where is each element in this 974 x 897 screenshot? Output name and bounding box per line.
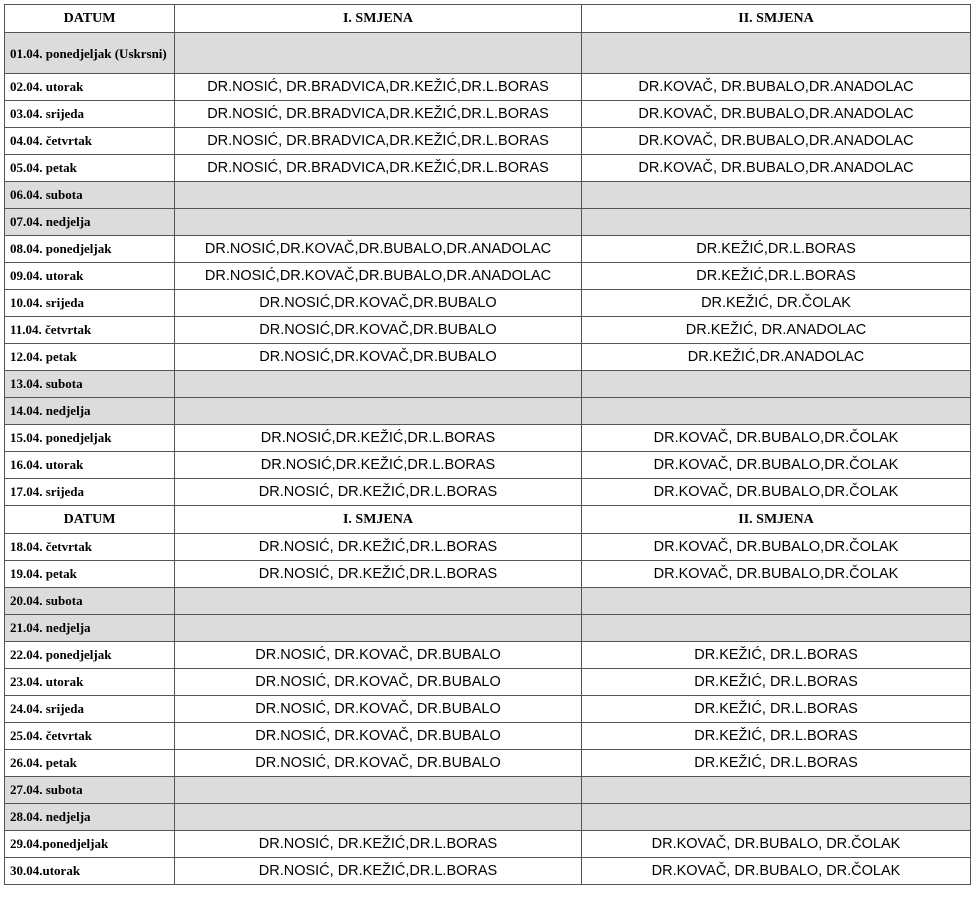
- header-shift-1: I. SMJENA: [175, 5, 582, 33]
- schedule-row-holiday: [5, 182, 971, 209]
- shift-2-cell: [582, 33, 971, 74]
- schedule-row: [5, 534, 971, 561]
- date-cell: 24.04. srijeda: [5, 696, 175, 723]
- shift-2-cell: DR.KOVAČ, DR.BUBALO,DR.ČOLAK: [582, 561, 971, 588]
- shift-1-cell: DR.NOSIĆ,DR.KEŽIĆ,DR.L.BORAS: [175, 452, 582, 479]
- shift-2-cell: DR.KOVAČ, DR.BUBALO,DR.ANADOLAC: [582, 128, 971, 155]
- shift-1-cell: DR.NOSIĆ,DR.KOVAČ,DR.BUBALO: [175, 290, 582, 317]
- schedule-row: [5, 858, 971, 885]
- schedule-row: [5, 669, 971, 696]
- shift-2-cell: DR.KOVAČ, DR.BUBALO,DR.ANADOLAC: [582, 155, 971, 182]
- schedule-row-holiday: [5, 33, 971, 74]
- date-cell: 07.04. nedjelja: [5, 209, 175, 236]
- date-cell: 27.04. subota: [5, 777, 175, 804]
- shift-2-cell: DR.KEŽIĆ, DR.L.BORAS: [582, 723, 971, 750]
- shift-2-cell: [582, 371, 971, 398]
- schedule-row: [5, 723, 971, 750]
- date-cell: 01.04. ponedjeljak (Uskrsni): [5, 33, 175, 74]
- shift-2-cell: DR.KEŽIĆ, DR.L.BORAS: [582, 642, 971, 669]
- schedule-row-holiday: [5, 588, 971, 615]
- shift-schedule-table: [4, 4, 971, 885]
- shift-1-cell: [175, 209, 582, 236]
- date-cell: 13.04. subota: [5, 371, 175, 398]
- shift-2-cell: DR.KOVAČ, DR.BUBALO,DR.ANADOLAC: [582, 101, 971, 128]
- shift-1-cell: DR.NOSIĆ, DR.KOVAČ, DR.BUBALO: [175, 696, 582, 723]
- shift-1-cell: DR.NOSIĆ,DR.KOVAČ,DR.BUBALO: [175, 344, 582, 371]
- date-cell: 26.04. petak: [5, 750, 175, 777]
- schedule-row: [5, 642, 971, 669]
- schedule-row-holiday: [5, 804, 971, 831]
- shift-2-cell: [582, 209, 971, 236]
- shift-2-cell: DR.KEŽIĆ, DR.L.BORAS: [582, 669, 971, 696]
- date-cell: 04.04. četvrtak: [5, 128, 175, 155]
- schedule-row: [5, 425, 971, 452]
- shift-1-cell: DR.NOSIĆ, DR.KOVAČ, DR.BUBALO: [175, 669, 582, 696]
- shift-2-cell: DR.KOVAČ, DR.BUBALO, DR.ČOLAK: [582, 858, 971, 885]
- shift-1-cell: [175, 588, 582, 615]
- date-cell: 21.04. nedjelja: [5, 615, 175, 642]
- date-cell: 23.04. utorak: [5, 669, 175, 696]
- schedule-row: [5, 831, 971, 858]
- shift-1-cell: DR.NOSIĆ,DR.KOVAČ,DR.BUBALO,DR.ANADOLAC: [175, 263, 582, 290]
- shift-1-cell: DR.NOSIĆ, DR.KOVAČ, DR.BUBALO: [175, 642, 582, 669]
- shift-2-cell: DR.KEŽIĆ, DR.ČOLAK: [582, 290, 971, 317]
- date-cell: 18.04. četvrtak: [5, 534, 175, 561]
- shift-1-cell: DR.NOSIĆ, DR.KEŽIĆ,DR.L.BORAS: [175, 858, 582, 885]
- shift-1-cell: DR.NOSIĆ, DR.BRADVICA,DR.KEŽIĆ,DR.L.BORAS: [175, 155, 582, 182]
- date-cell: 05.04. petak: [5, 155, 175, 182]
- shift-1-cell: DR.NOSIĆ, DR.KEŽIĆ,DR.L.BORAS: [175, 534, 582, 561]
- shift-2-cell: DR.KOVAČ, DR.BUBALO,DR.ČOLAK: [582, 452, 971, 479]
- shift-2-cell: DR.KEŽIĆ, DR.ANADOLAC: [582, 317, 971, 344]
- date-cell: 22.04. ponedjeljak: [5, 642, 175, 669]
- date-cell: 12.04. petak: [5, 344, 175, 371]
- schedule-body: [5, 5, 971, 885]
- shift-2-cell: [582, 615, 971, 642]
- header-date: DATUM: [5, 5, 175, 33]
- schedule-row: [5, 696, 971, 723]
- shift-2-cell: [582, 804, 971, 831]
- header-row: [5, 506, 971, 534]
- shift-1-cell: [175, 777, 582, 804]
- date-cell: 09.04. utorak: [5, 263, 175, 290]
- date-cell: 25.04. četvrtak: [5, 723, 175, 750]
- schedule-row: [5, 561, 971, 588]
- shift-1-cell: DR.NOSIĆ, DR.KOVAČ, DR.BUBALO: [175, 723, 582, 750]
- date-cell: 03.04. srijeda: [5, 101, 175, 128]
- header-row: [5, 5, 971, 33]
- shift-2-cell: DR.KOVAČ, DR.BUBALO,DR.ANADOLAC: [582, 74, 971, 101]
- header-shift-2: II. SMJENA: [582, 506, 971, 534]
- shift-1-cell: DR.NOSIĆ, DR.KEŽIĆ,DR.L.BORAS: [175, 479, 582, 506]
- date-cell: 08.04. ponedjeljak: [5, 236, 175, 263]
- schedule-row: [5, 101, 971, 128]
- schedule-row: [5, 452, 971, 479]
- date-cell: 17.04. srijeda: [5, 479, 175, 506]
- shift-2-cell: [582, 588, 971, 615]
- shift-1-cell: DR.NOSIĆ, DR.KOVAČ, DR.BUBALO: [175, 750, 582, 777]
- schedule-row-holiday: [5, 371, 971, 398]
- date-cell: 28.04. nedjelja: [5, 804, 175, 831]
- shift-2-cell: DR.KOVAČ, DR.BUBALO, DR.ČOLAK: [582, 831, 971, 858]
- shift-1-cell: DR.NOSIĆ,DR.KOVAČ,DR.BUBALO,DR.ANADOLAC: [175, 236, 582, 263]
- shift-1-cell: [175, 398, 582, 425]
- shift-1-cell: DR.NOSIĆ, DR.BRADVICA,DR.KEŽIĆ,DR.L.BORAS: [175, 101, 582, 128]
- shift-2-cell: DR.KEŽIĆ, DR.L.BORAS: [582, 696, 971, 723]
- date-cell: 14.04. nedjelja: [5, 398, 175, 425]
- shift-2-cell: [582, 182, 971, 209]
- schedule-row: [5, 263, 971, 290]
- shift-1-cell: DR.NOSIĆ,DR.KOVAČ,DR.BUBALO: [175, 317, 582, 344]
- header-shift-2: II. SMJENA: [582, 5, 971, 33]
- date-cell: 20.04. subota: [5, 588, 175, 615]
- schedule-row-holiday: [5, 777, 971, 804]
- schedule-row-holiday: [5, 209, 971, 236]
- shift-1-cell: [175, 371, 582, 398]
- schedule-row: [5, 290, 971, 317]
- schedule-row-holiday: [5, 398, 971, 425]
- date-cell: 06.04. subota: [5, 182, 175, 209]
- shift-1-cell: [175, 804, 582, 831]
- shift-1-cell: DR.NOSIĆ,DR.KEŽIĆ,DR.L.BORAS: [175, 425, 582, 452]
- schedule-row-holiday: [5, 615, 971, 642]
- schedule-row: [5, 479, 971, 506]
- schedule-row: [5, 155, 971, 182]
- date-cell: 11.04. četvrtak: [5, 317, 175, 344]
- shift-1-cell: DR.NOSIĆ, DR.BRADVICA,DR.KEŽIĆ,DR.L.BORAS: [175, 74, 582, 101]
- header-shift-1: I. SMJENA: [175, 506, 582, 534]
- header-date: DATUM: [5, 506, 175, 534]
- date-cell: 16.04. utorak: [5, 452, 175, 479]
- date-cell: 15.04. ponedjeljak: [5, 425, 175, 452]
- date-cell: 02.04. utorak: [5, 74, 175, 101]
- shift-1-cell: [175, 33, 582, 74]
- schedule-row: [5, 236, 971, 263]
- date-cell: 19.04. petak: [5, 561, 175, 588]
- date-cell: 10.04. srijeda: [5, 290, 175, 317]
- schedule-row: [5, 750, 971, 777]
- shift-2-cell: [582, 777, 971, 804]
- schedule-row: [5, 128, 971, 155]
- shift-1-cell: DR.NOSIĆ, DR.KEŽIĆ,DR.L.BORAS: [175, 561, 582, 588]
- schedule-row: [5, 317, 971, 344]
- shift-2-cell: DR.KOVAČ, DR.BUBALO,DR.ČOLAK: [582, 534, 971, 561]
- shift-1-cell: [175, 615, 582, 642]
- shift-2-cell: DR.KEŽIĆ,DR.L.BORAS: [582, 236, 971, 263]
- date-cell: 29.04.ponedjeljak: [5, 831, 175, 858]
- schedule-row: [5, 74, 971, 101]
- shift-2-cell: [582, 398, 971, 425]
- date-cell: 30.04.utorak: [5, 858, 175, 885]
- shift-2-cell: DR.KOVAČ, DR.BUBALO,DR.ČOLAK: [582, 479, 971, 506]
- shift-2-cell: DR.KOVAČ, DR.BUBALO,DR.ČOLAK: [582, 425, 971, 452]
- schedule-row: [5, 344, 971, 371]
- shift-1-cell: [175, 182, 582, 209]
- shift-2-cell: DR.KEŽIĆ,DR.ANADOLAC: [582, 344, 971, 371]
- shift-2-cell: DR.KEŽIĆ, DR.L.BORAS: [582, 750, 971, 777]
- shift-2-cell: DR.KEŽIĆ,DR.L.BORAS: [582, 263, 971, 290]
- shift-1-cell: DR.NOSIĆ, DR.BRADVICA,DR.KEŽIĆ,DR.L.BORAS: [175, 128, 582, 155]
- shift-1-cell: DR.NOSIĆ, DR.KEŽIĆ,DR.L.BORAS: [175, 831, 582, 858]
